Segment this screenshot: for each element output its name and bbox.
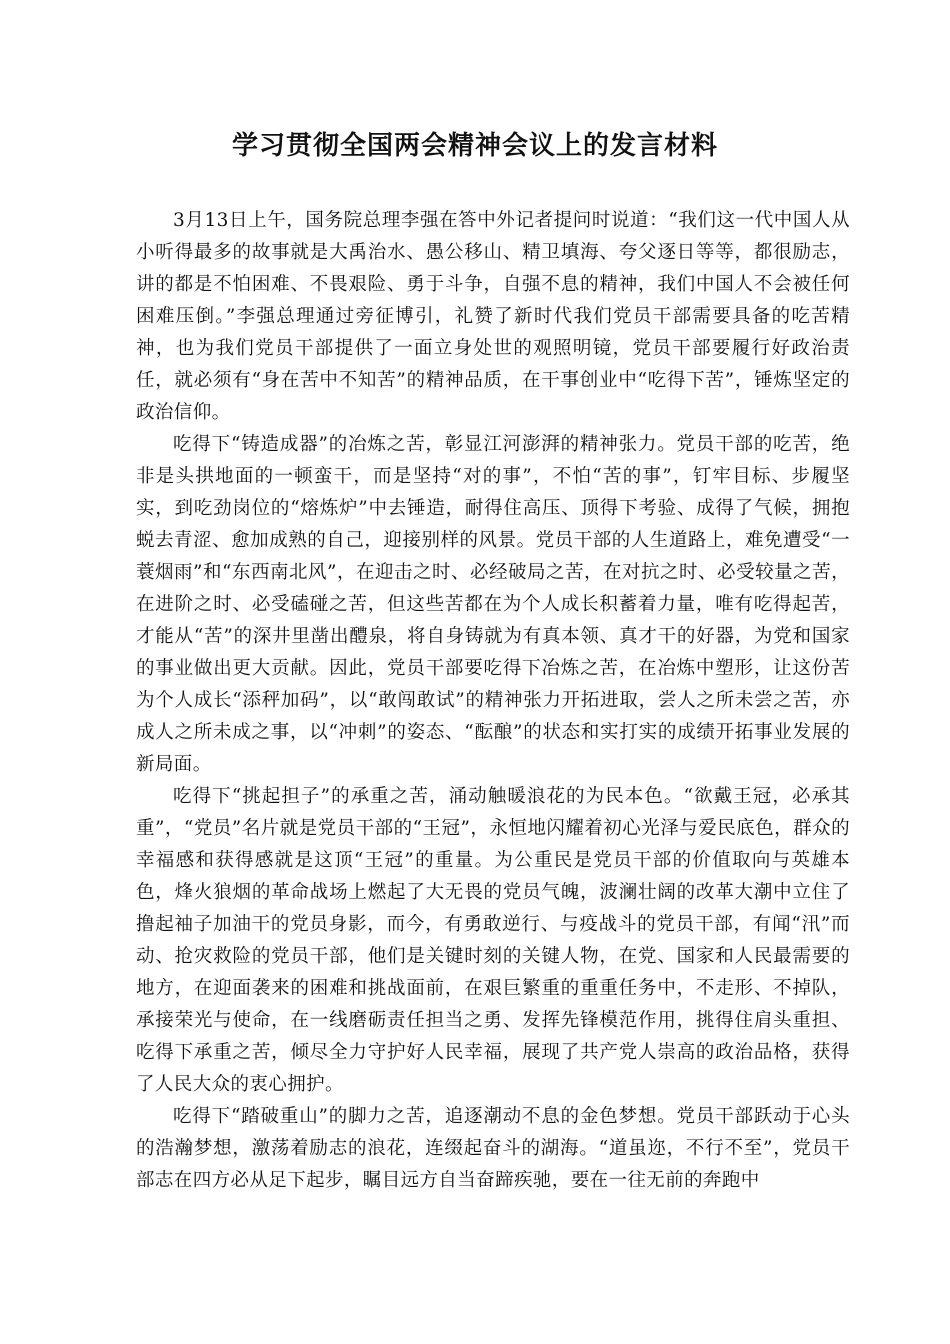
paragraph-2: 吃得下“铸造成器”的冶炼之苦，彰显江河澎湃的精神张力。党员干部的吃苦，绝非是头拱地面的一顿蛮干，而是坚持“对的事”，不怕“苦的事”，钉牢目标、步履坚实，到吃劲岗位的“熔炼炉”中去锤造，耐得住高压、顶得下考验、成得了气候，拥抱蜕去青涩、愈加成熟的自己，迎接别样的风景。党员干部的人生道路上，难免遭受“一蓑烟雨”和“东西南北风”，在迎击之时、必经破局之苦，在对抗之时、必受较量之苦，在进阶之时、必受磕碰之苦，但这些苦都在为个人成长积蓄着力量，唯有吃得起苦，才能从“苦”的深井里凿出醴泉，将自身铸就为有真本领、真才干的好器，为党和国家的事业做出更大贡献。因此，党员干部要吃得下冶炼之苦，在冶炼中塑形，让这份苦为个人成长“添秤加码”，以“敢闯敢试”的精神张力开拓进取，尝人之所未尝之苦，亦成人之所未成之事，以“冲刺”的姿态、“酝酿”的状态和实打实的成绩开拓事业发展的新局面。 [136,434,850,775]
paragraph-1: 3月13日上午，国务院总理李强在答中外记者提问时说道：“我们这一代中国人从小听得最多的故事就是大禹治水、愚公移山、精卫填海、夸父逐日等等，都很励志，讲的都是不怕困难、不畏艰险、勇于斗争，自强不息的精神，我们中国人不会被任何困难压倒。”李强总理通过旁征博引，礼赞了新时代我们党员干部需要具备的吃苦精神，也为我们党员干部提供了一面立身处世的观照明镜，党员干部要履行好政治责任，就必须有“身在苦中不知苦”的精神品质，在干事创业中“吃得下苦”，锤炼坚定的政治信仰。 [136,210,850,423]
paragraph-3: 吃得下“挑起担子”的承重之苦，涌动触暖浪花的为民本色。“欲戴王冠，必承其重”，“党员”名片就是党员干部的“王冠”，永恒地闪耀着初心光泽与爱民底色，群众的幸福感和获得感就是这顶“王冠”的重量。为公重民是党员干部的价值取向与英雄本色，烽火狼烟的革命战场上燃起了大无畏的党员气魄，波澜壮阔的改革大潮中立住了撸起袖子加油干的党员身影，而今，有勇敢逆行、与疫战斗的党员干部，有闻“汛”而动、抢灾救险的党员干部，他们是关键时刻的关键人物，在党、国家和人民最需要的地方，在迎面袭来的困难和挑战面前，在艰巨繁重的重重任务中，不走形、不掉队，承接荣光与使命，在一线磨砺责任担当之勇、发挥先锋模范作用，挑得住肩头重担、吃得下承重之苦，倾尽全力守护好人民幸福，展现了共产党人崇高的政治品格，获得了人民大众的衷心拥护。 [136,786,850,1095]
paragraph-4: 吃得下“踏破重山”的脚力之苦，追逐潮动不息的金色梦想。党员干部跃动于心头的浩瀚梦想，激荡着励志的浪花，连缀起奋斗的湖海。“道虽迩，不行不至”，党员干部志在四方必从足下起步，瞩目远方自当奋蹄疾驰，要在一往无前的奔跑中 [136,1106,850,1191]
document-body [136,205,850,1197]
document-title: 学习贯彻全国两会精神会议上的发言材料 [231,131,718,161]
